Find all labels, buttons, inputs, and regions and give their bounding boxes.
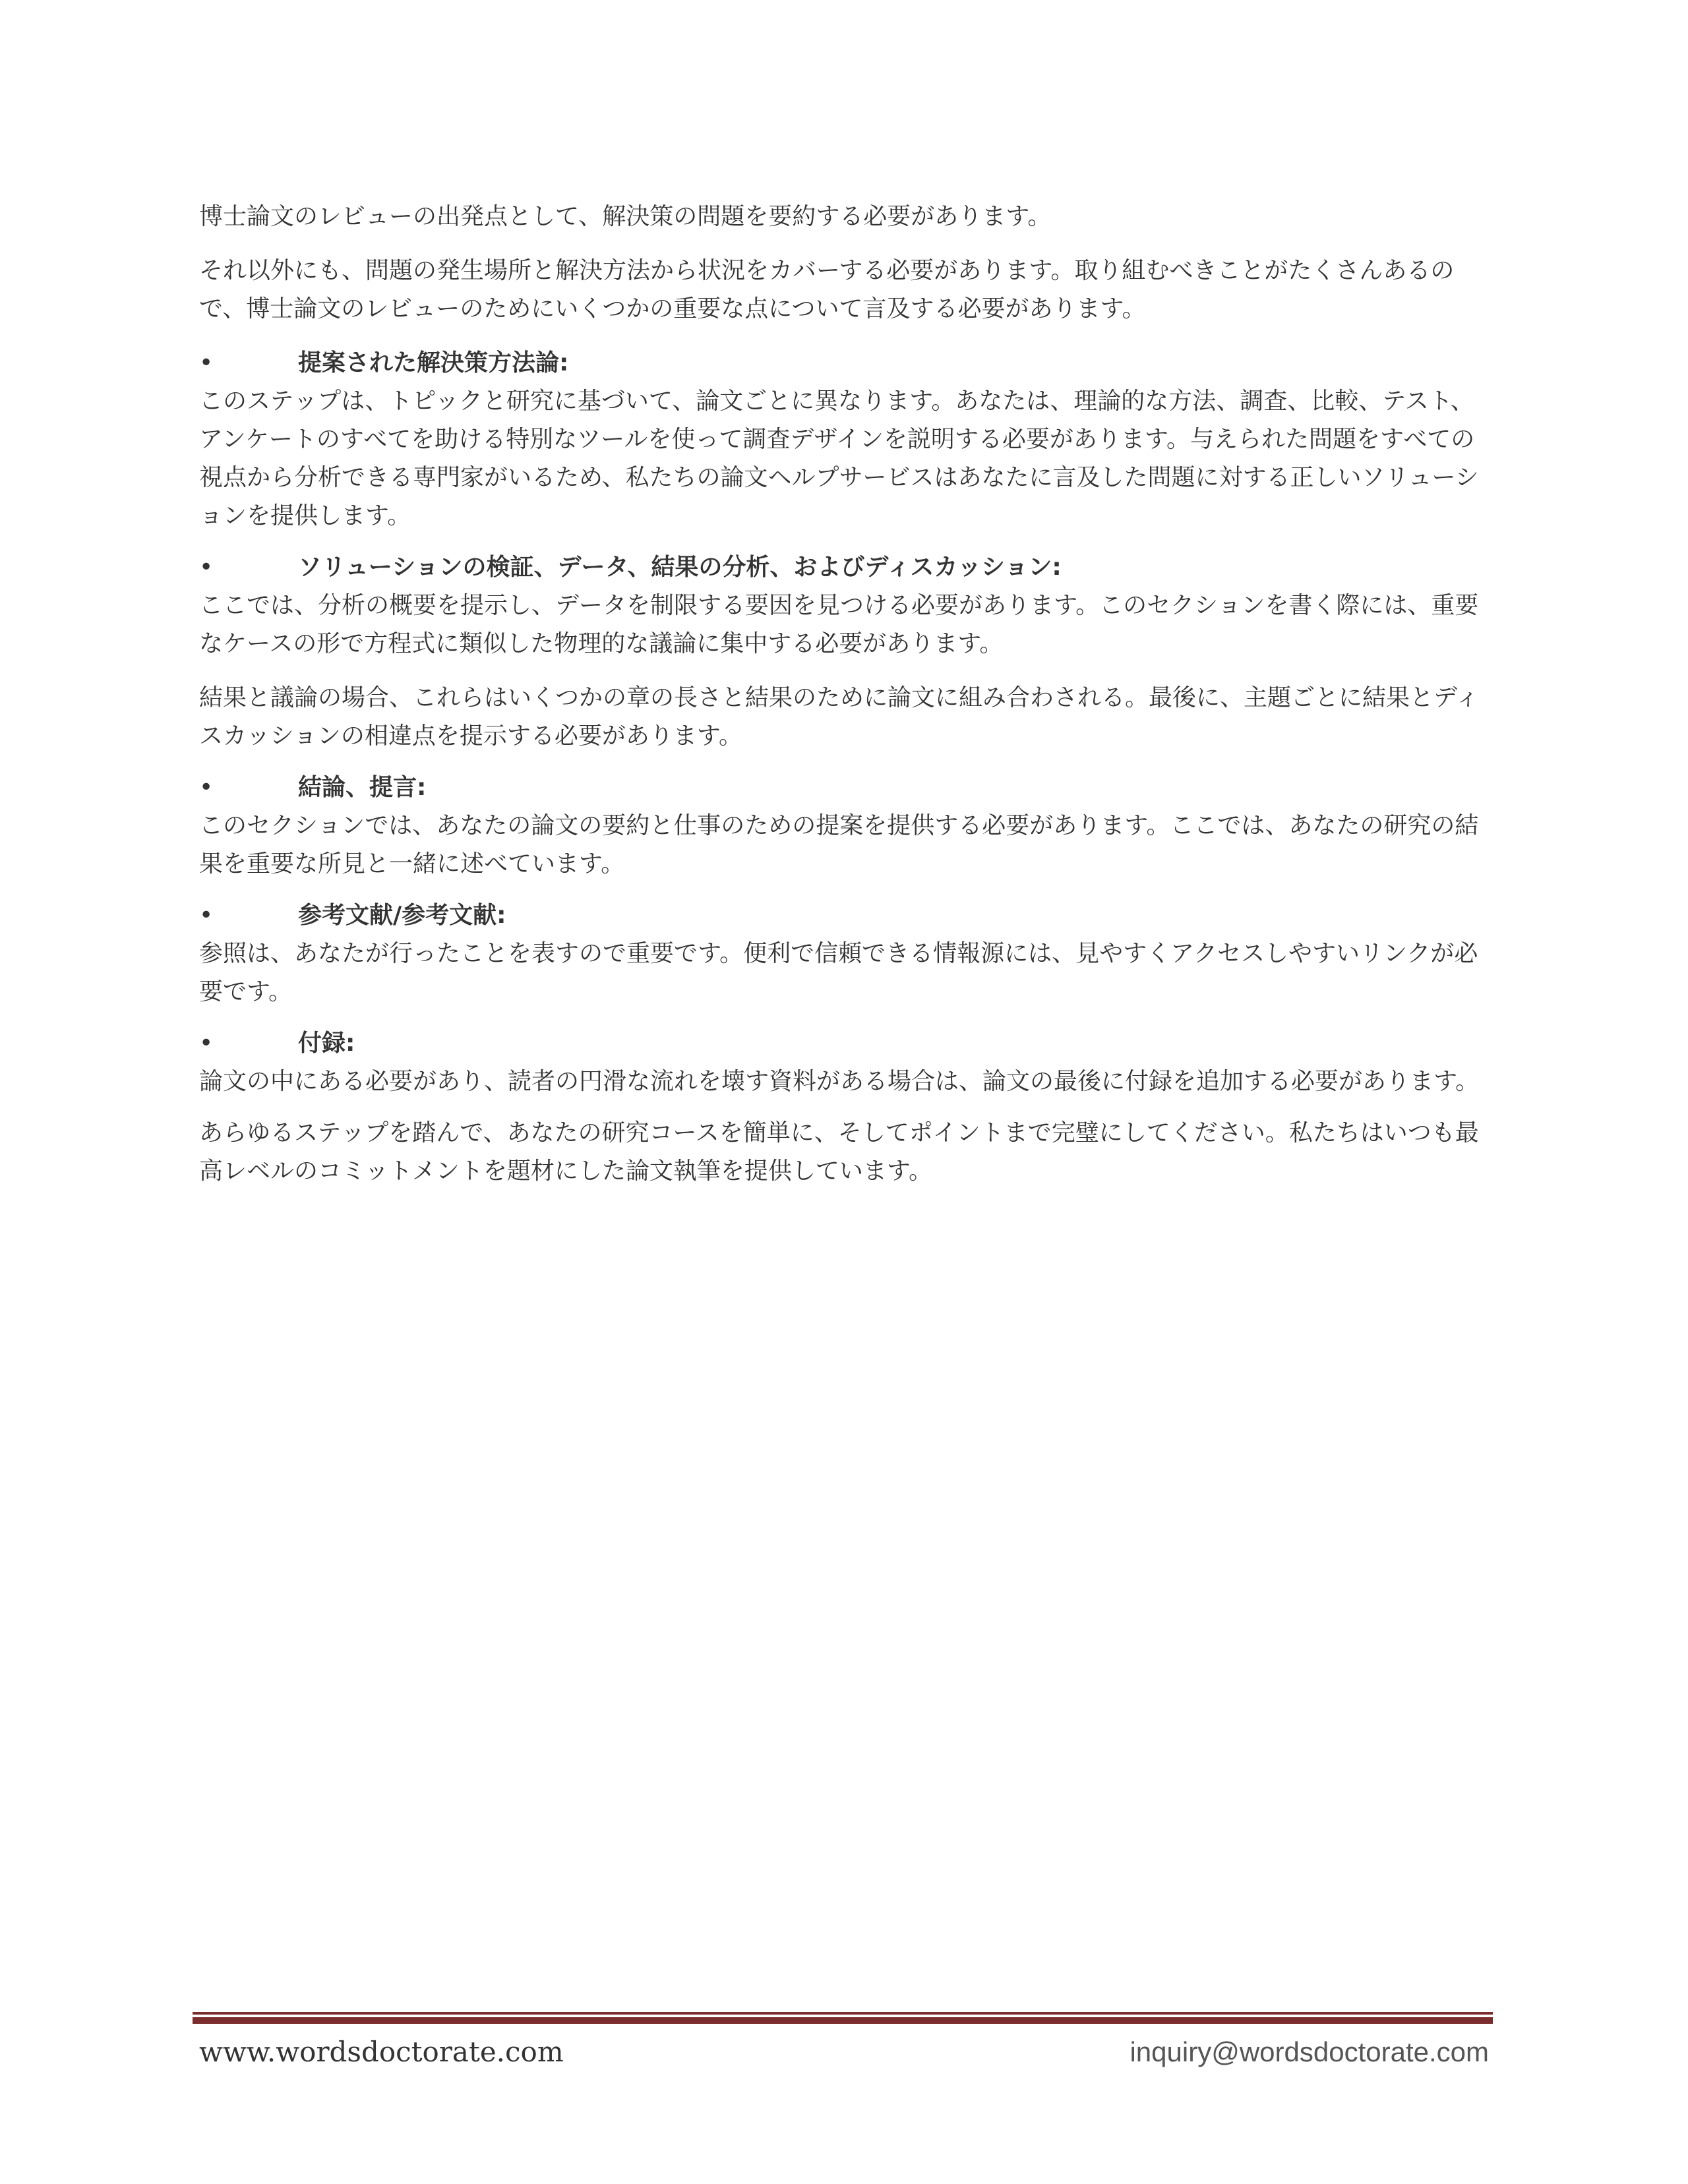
- section-heading: 参考文献/参考文献:: [298, 902, 506, 929]
- bullet-icon: •: [199, 774, 214, 801]
- bullet-icon: •: [199, 554, 214, 581]
- section-paragraph: 論文の中にある必要があり、読者の円滑な流れを壊す資料がある場合は、論文の最後に付録を追加する必要があります。: [199, 1068, 1480, 1095]
- intro-paragraph-1: 博士論文のレビューの出発点として、解決策の問題を要約する必要があります。: [199, 203, 1052, 230]
- bullet-icon: •: [199, 1030, 214, 1057]
- section-paragraph: 結果と議論の場合、これらはいくつかの章の長さと結果のために論文に組み合わされる。最後に、主題ごとに結果とディスカッションの相違点を提示する必要があります。: [199, 684, 1480, 750]
- bullet-icon: •: [199, 349, 214, 376]
- section-appendix: [199, 1024, 1489, 1101]
- section-paragraph: ここでは、分析の概要を提示し、データを制限する要因を見つける必要があります。このセクションを書く際には、重要なケースの形で方程式に類似した物理的な議論に集中する必要があります。: [199, 592, 1479, 657]
- section-heading: ソリューションの検証、データ、結果の分析、およびディスカッション:: [298, 554, 1062, 581]
- footer-email: inquiry@wordsdoctorate.com: [1130, 2036, 1489, 2067]
- section-validation: [199, 548, 1489, 755]
- section-methodology: [199, 344, 1489, 535]
- section-heading: 提案された解決策方法論:: [298, 349, 569, 376]
- footer-website: www.wordsdoctorate.com: [199, 2036, 564, 2068]
- section-paragraph: 参照は、あなたが行ったことを表すので重要です。便利で信頼できる情報源には、見やすくアクセスしやすいリンクが必要です。: [199, 940, 1478, 1005]
- intro-paragraph-2: それ以外にも、問題の発生場所と解決方法から状況をカバーする必要があります。取り組むべきことがたくさんあるので、博士論文のレビューのためにいくつかの重要な点について言及する必要があります。: [199, 257, 1455, 322]
- footer-divider: [193, 2012, 1493, 2024]
- bullet-icon: •: [199, 902, 214, 929]
- document-body: [199, 198, 1489, 1206]
- closing-paragraph: あらゆるステップを踏んで、あなたの研究コースを簡単に、そしてポイントまで完璧にしてください。私たちはいつも最高レベルのコミットメントを題材にした論文執筆を提供しています。: [199, 1119, 1479, 1185]
- section-conclusion: [199, 769, 1489, 883]
- section-paragraph: このステップは、トピックと研究に基づいて、論文ごとに異なります。あなたは、理論的な方法、調査、比較、テスト、アンケートのすべてを助ける特別なツールを使って調査デザインを説明する必要があります。与えられた問題をすべての視点から分析できる専門家がいるため、私たちの論文ヘルプサービスはあなたに言及した問題に対する正しいソリューションを提供します。: [199, 388, 1479, 529]
- section-paragraph: このセクションでは、あなたの論文の要約と仕事のための提案を提供する必要があります。ここでは、あなたの研究の結果を重要な所見と一緒に述べています。: [199, 812, 1479, 877]
- section-heading: 結論、提言:: [298, 774, 427, 801]
- section-references: [199, 897, 1489, 1011]
- section-heading: 付録:: [298, 1030, 355, 1057]
